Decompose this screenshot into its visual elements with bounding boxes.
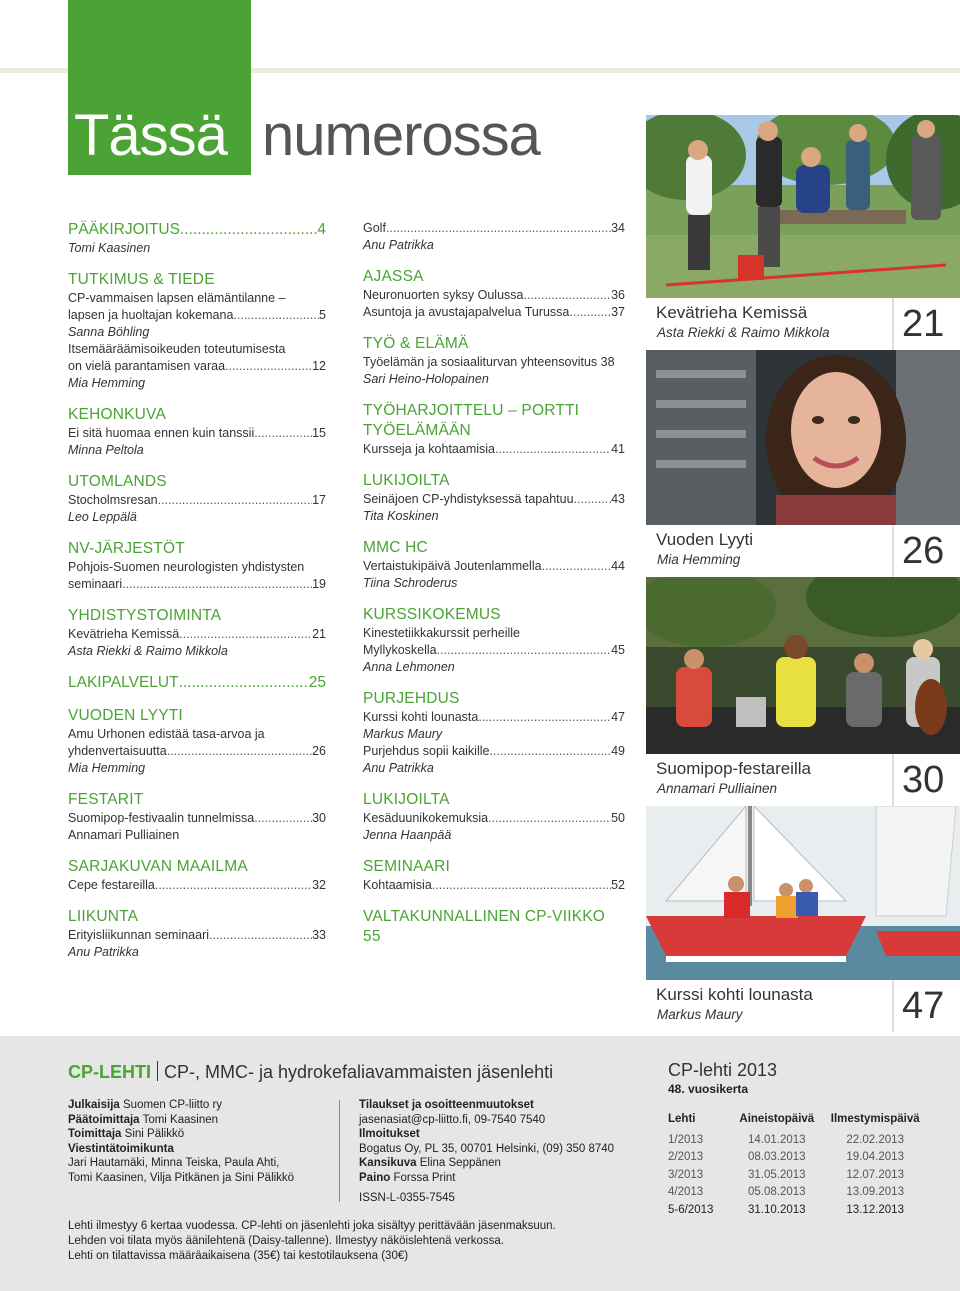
section-heading: KEHONKUVA: [68, 406, 166, 423]
toc-section: [68, 405, 326, 459]
author: Asta Riekki & Raimo Mikkola: [68, 644, 228, 658]
table-row: 1/2013 14.01.2013 22.02.2013: [668, 1133, 904, 1146]
toc-entry[interactable]: Kohtaamisia ..... 52: [363, 877, 625, 894]
section-heading: UTOMLANDS: [68, 473, 167, 490]
section-heading: TUTKIMUS & TIEDE: [68, 271, 215, 288]
colophon-heading: CP-LEHTI CP-, MMC- ja hydrokefaliavammaisten jäsenlehti: [68, 1062, 554, 1082]
author: Mia Hemming: [68, 761, 146, 775]
section-heading: SEMINAARI: [363, 858, 451, 875]
subscription-info: Lehti ilmestyy 6 kertaa vuodessa. CP-lehti on jäsenlehti joka sisältyy perittävään jäsenmaksuun. Lehden voi tilata myös äänilehtenä (Daisy-tallenne). Ilmestyy näköislehtenä verkossa. Lehti on tilattavissa määräaikaisena (35€) tai kestotilauksena (30€): [68, 1220, 556, 1262]
photo-vuoden-lyyti: [646, 350, 960, 525]
toc-section: TUTKIMUS & TIEDE CP-vammaisen lapsen elämäntilanne – lapsen ja huoltajan kokemana ..... 5 Sanna Böhling Itsemääräämisoikeuden toteutumisesta on vielä parantamisen varaa ..... 12 Mia Hemming: [68, 270, 326, 392]
section-heading: TYÖHARJOITTELU – PORTTI: [363, 402, 580, 419]
toc-section: KURSSIKOKEMUS Kinestetiikkakurssit perheille Myllykoskella ..... 45 Anna Lehmonen: [363, 605, 625, 676]
toc-entry[interactable]: lapsen ja huoltajan kokemana ..... 5: [68, 307, 326, 324]
section-heading: LAKIPALVELUT: [68, 674, 179, 691]
page-title-word2: numerossa: [262, 103, 540, 168]
section-heading: YHDISTYSTOIMINTA: [68, 607, 222, 624]
toc-section: LAKIPALVELUT ..... 25: [68, 673, 326, 693]
section-heading: TYÖ & ELÄMÄ: [363, 335, 469, 352]
toc-section: [68, 472, 326, 526]
author: Tomi Kaasinen: [68, 241, 151, 255]
table-row: 5-6/2013 31.10.2013 13.12.2013: [668, 1203, 904, 1216]
table-header-row: Lehti Aineistopäivä Ilmestymispäivä: [668, 1113, 920, 1125]
photo-purjehdus: [646, 806, 960, 980]
toc-section: [363, 267, 625, 321]
page-title-word1: Tässä: [74, 103, 227, 168]
issue-schedule-title: CP-lehti 2013: [668, 1060, 778, 1080]
toc-section: [68, 606, 326, 660]
table-row: 3/2013 31.05.2013 12.07.2013: [668, 1168, 904, 1181]
author: Annamari Pulliainen: [68, 828, 180, 842]
section-heading: PÄÄKIRJOITUS: [68, 221, 180, 238]
divider: [339, 1100, 340, 1202]
section-heading: SARJAKUVAN MAAILMA: [68, 858, 248, 875]
author: Mia Hemming: [68, 376, 146, 390]
toc-entry[interactable]: Stocholmsresan ..... 17: [68, 492, 326, 509]
toc-section: [363, 790, 625, 844]
toc-section: [363, 220, 625, 254]
colophon-editorial: Julkaisija Suomen CP-liitto ry Päätoimittaja Tomi Kaasinen Toimittaja Sini Pälikkö Viestintätoimikunta Jari Hautamäki, Minna Teiska, Paula Ahti, Tomi Kaasinen, Vilja Pitkänen ja Sini Pälikkö: [68, 1099, 295, 1184]
toc-entry[interactable]: Kurssi kohti lounasta ..... 47: [363, 709, 625, 726]
toc-column-2: [363, 220, 625, 947]
toc-section: [363, 334, 625, 388]
toc-entry[interactable]: Kesäduunikokemuksia ..... 50: [363, 810, 625, 827]
toc-entry[interactable]: seminaari ..... 19: [68, 576, 326, 593]
toc-entry[interactable]: Erityisliikunnan seminaari ..... 33: [68, 927, 326, 944]
feature-page-number[interactable]: 30: [892, 754, 960, 806]
author: Anu Patrikka: [68, 945, 139, 959]
toc-section: [363, 538, 625, 592]
toc-section: [363, 857, 625, 894]
toc-entry[interactable]: Kevätrieha Kemissä ..... 21: [68, 626, 326, 643]
toc-section: [363, 689, 625, 777]
toc-entry[interactable]: Seinäjoen CP-yhdistyksessä tapahtuu ..... 43: [363, 491, 625, 508]
section-heading: MMC HC: [363, 539, 428, 556]
section-heading: KURSSIKOKEMUS: [363, 606, 501, 623]
toc-section: [68, 857, 326, 894]
section-heading: LUKIJOILTA: [363, 472, 450, 489]
author: Tiina Schroderus: [363, 576, 458, 590]
toc-entry[interactable]: Purjehdus sopii kaikille ..... 49: [363, 743, 625, 760]
section-heading: LIIKUNTA: [68, 908, 139, 925]
author: Anu Patrikka: [363, 761, 434, 775]
toc-section: PÄÄKIRJOITUS ..... 4 Tomi Kaasinen: [68, 220, 326, 257]
section-heading: LUKIJOILTA: [363, 791, 450, 808]
author: Anu Patrikka: [363, 238, 434, 252]
email-link[interactable]: jasenasiat@cp-liitto.fi, 09-7540 7540: [359, 1113, 546, 1126]
toc-section: [68, 790, 326, 844]
author: Sanna Böhling: [68, 325, 150, 339]
toc-section: NV-JÄRJESTÖT Pohjois-Suomen neurologisten yhdistysten seminaari ..... 19: [68, 539, 326, 593]
issue-schedule-subtitle: 48. vuosikerta: [668, 1082, 749, 1096]
toc-entry[interactable]: Myllykoskella ..... 45: [363, 642, 625, 659]
toc-section: [363, 907, 625, 947]
section-heading[interactable]: VALTAKUNNALLINEN CP-VIIKKO 55: [363, 908, 606, 945]
toc-section: [68, 907, 326, 961]
feature-page-number[interactable]: 26: [892, 525, 960, 577]
toc-entry[interactable]: Golf ..... 34: [363, 220, 625, 237]
section-heading: PURJEHDUS: [363, 690, 460, 707]
toc-entry[interactable]: on vielä parantamisen varaa ..... 12: [68, 358, 326, 375]
toc-entry[interactable]: Työelämän ja sosiaaliturvan yhteensovitus 38: [363, 355, 615, 369]
toc-entry[interactable]: Cepe festareilla ..... 32: [68, 877, 326, 894]
toc-section: [363, 401, 625, 458]
author: Anna Lehmonen: [363, 660, 455, 674]
toc-column-1: [68, 220, 326, 961]
feature-caption: Kevätrieha Kemissä Asta Riekki & Raimo Mikkola: [646, 298, 891, 350]
toc-entry[interactable]: Asuntoja ja avustajapalvelua Turussa ..... 37: [363, 304, 625, 321]
feature-caption: Vuoden Lyyti Mia Hemming: [646, 525, 891, 577]
toc-entry[interactable]: yhdenvertaisuutta ..... 26: [68, 743, 326, 760]
table-row: 2/2013 08.03.2013 19.04.2013: [668, 1151, 904, 1163]
table-row: 4/2013 05.08.2013 13.09.2013: [668, 1186, 904, 1198]
section-heading: AJASSA: [363, 268, 424, 285]
issue-schedule-table: [668, 1113, 920, 1221]
author: Sari Heino-Holopainen: [363, 372, 489, 386]
section-heading: VUODEN LYYTI: [68, 707, 183, 724]
author: Minna Peltola: [68, 443, 144, 457]
section-heading: FESTARIT: [68, 791, 144, 808]
section-heading: TYÖELÄMÄÄN: [363, 422, 471, 439]
photo-kevatrieha: [646, 115, 960, 298]
author: Leo Leppälä: [68, 510, 137, 524]
toc-entry[interactable]: Neuronuorten syksy Oulussa ..... 36: [363, 287, 625, 304]
feature-caption: Kurssi kohti lounasta Markus Maury: [646, 980, 891, 1032]
feature-page-number[interactable]: 47: [892, 980, 960, 1032]
feature-page-number[interactable]: 21: [892, 298, 960, 350]
author: Tita Koskinen: [363, 509, 439, 523]
toc-entry[interactable]: Ei sitä huomaa ennen kuin tanssii ..... 15: [68, 425, 326, 442]
colophon-contact: Tilaukset ja osoitteenmuutokset jasenasiat@cp-liitto.fi, 09-7540 7540 Ilmoitukset Bogatus Oy, PL 35, 00701 Helsinki, (09) 350 8740 Kansikuva Elina Seppänen Paino Forssa Print ISSN-L-0355-7545: [359, 1099, 615, 1204]
photo-suomipop: [646, 577, 960, 754]
toc-section: [363, 471, 625, 525]
toc-entry[interactable]: Kursseja ja kohtaamisia ..... 41: [363, 441, 625, 458]
toc-section: VUODEN LYYTI Amu Urhonen edistää tasa-arvoa ja yhdenvertaisuutta ..... 26 Mia Hemming: [68, 706, 326, 777]
author: Jenna Haanpää: [363, 828, 452, 842]
toc-entry[interactable]: Vertaistukipäivä Joutenlammella ..... 44: [363, 558, 625, 575]
section-heading: NV-JÄRJESTÖT: [68, 540, 185, 557]
author: Markus Maury: [363, 727, 443, 741]
toc-entry[interactable]: Suomipop-festivaalin tunnelmissa ..... 30: [68, 810, 326, 827]
feature-caption: Suomipop-festareilla Annamari Pulliainen: [646, 754, 891, 806]
